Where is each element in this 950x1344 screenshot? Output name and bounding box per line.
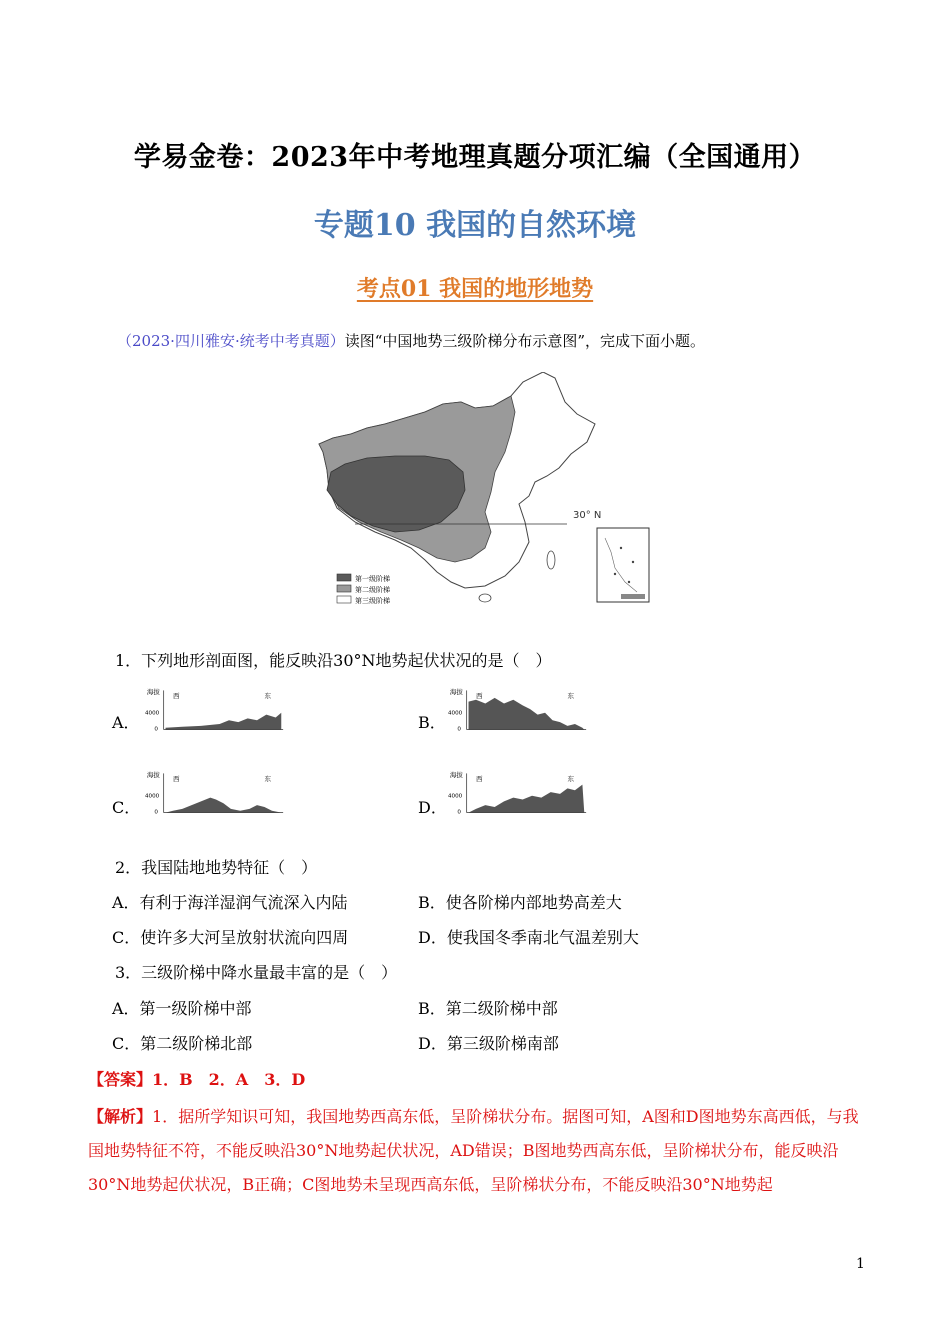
svg-text:东: 东 [567,774,574,783]
q3-option-a[interactable]: A．第一级阶梯中部 [112,999,252,1018]
legend-label-third: 第三级阶梯 [355,597,390,605]
svg-text:4000: 4000 [448,710,463,717]
q2-option-d[interactable]: D．使我国冬季南北气温差别大 [418,928,639,947]
page-number: 1 [856,1256,865,1272]
question-1-stem: 1．下列地形剖面图，能反映沿30°N地势起伏状况的是（ ） [115,651,552,670]
source-text: 读图“中国地势三级阶梯分布示意图”，完成下面小题。 [344,332,706,350]
svg-text:4000: 4000 [145,793,160,800]
svg-text:海拔: 海拔 [146,771,160,780]
china-terrain-map [315,372,655,610]
q1-option-b-label[interactable]: B． [418,713,446,732]
svg-text:西: 西 [173,774,180,783]
answer-label: 【答案】 [88,1070,153,1089]
legend-label-first: 第一级阶梯 [355,575,390,583]
analysis-paragraph [88,1100,868,1202]
q1-profile-b[interactable] [448,685,588,735]
q1-profile-a[interactable] [145,685,285,735]
svg-text:0: 0 [457,809,461,816]
q3-option-b[interactable]: B．第二级阶梯中部 [418,999,558,1018]
analysis-label: 【解析】 [88,1107,153,1126]
svg-text:西: 西 [476,691,483,700]
taiwan-island [547,551,555,569]
page-title: 学易金卷：2023年中考地理真题分项汇编（全国通用） [133,142,817,173]
svg-text:海拔: 海拔 [449,771,463,780]
q1-profile-c[interactable] [145,768,285,818]
hainan-island [479,594,491,602]
section-title: 考点01 我国的地形地势 [356,276,594,302]
q2-option-b[interactable]: B．使各阶梯内部地势高差大 [418,893,622,912]
legend-label-second: 第二级阶梯 [355,586,390,594]
svg-text:东: 东 [567,691,574,700]
question-3-stem: 3．三级阶梯中降水量最丰富的是（ ） [115,963,398,982]
q3-option-d[interactable]: D．第三级阶梯南部 [418,1034,559,1053]
svg-text:4000: 4000 [448,793,463,800]
answer-line [88,1067,305,1090]
answer-text: 1．B 2．A 3．D [152,1070,306,1089]
question-2-stem: 2．我国陆地地势特征（ ） [115,858,318,877]
question-source [117,330,705,351]
svg-text:4000: 4000 [145,710,160,717]
south-china-sea-inset [597,528,649,602]
svg-text:西: 西 [173,691,180,700]
q1-option-d-label[interactable]: D． [418,798,447,817]
legend-swatch-third [337,596,351,603]
legend-swatch-first [337,574,351,581]
analysis-text: 1．据所学知识可知，我国地势西高东低，呈阶梯状分布。据图可知，A图和D图地势东高西低，与我国地势特征不符，不能反映沿30°N地势起伏状况，AD错误；B图地势西高东低，呈阶梯状分布，能反映沿30°N地势起伏状况，B正确；C图地势未呈现西高东低，呈阶梯状分布，不能反映沿30°N地势起 [88,1107,859,1194]
svg-text:西: 西 [476,774,483,783]
q1-option-c-label[interactable]: C． [112,798,141,817]
q2-option-c[interactable]: C．使许多大河呈放射状流向四周 [112,928,349,947]
q1-option-a-label[interactable]: A． [112,713,140,732]
svg-text:海拔: 海拔 [449,688,463,697]
topic-title: 专题10 我国的自然环境 [313,208,637,243]
svg-text:海拔: 海拔 [146,688,160,697]
q3-option-c[interactable]: C．第二级阶梯北部 [112,1034,253,1053]
svg-text:0: 0 [154,809,158,816]
q1-profile-d[interactable] [448,768,588,818]
svg-text:0: 0 [154,726,158,733]
svg-text:0: 0 [457,726,461,733]
svg-text:东: 东 [264,774,271,783]
source-tag: （2023·四川雅安·统考中考真题） [117,332,345,350]
legend-swatch-second [337,585,351,592]
svg-text:东: 东 [264,691,271,700]
q2-option-a[interactable]: A．有利于海洋湿润气流深入内陆 [112,893,348,912]
latitude-label: 30° N [573,510,602,521]
